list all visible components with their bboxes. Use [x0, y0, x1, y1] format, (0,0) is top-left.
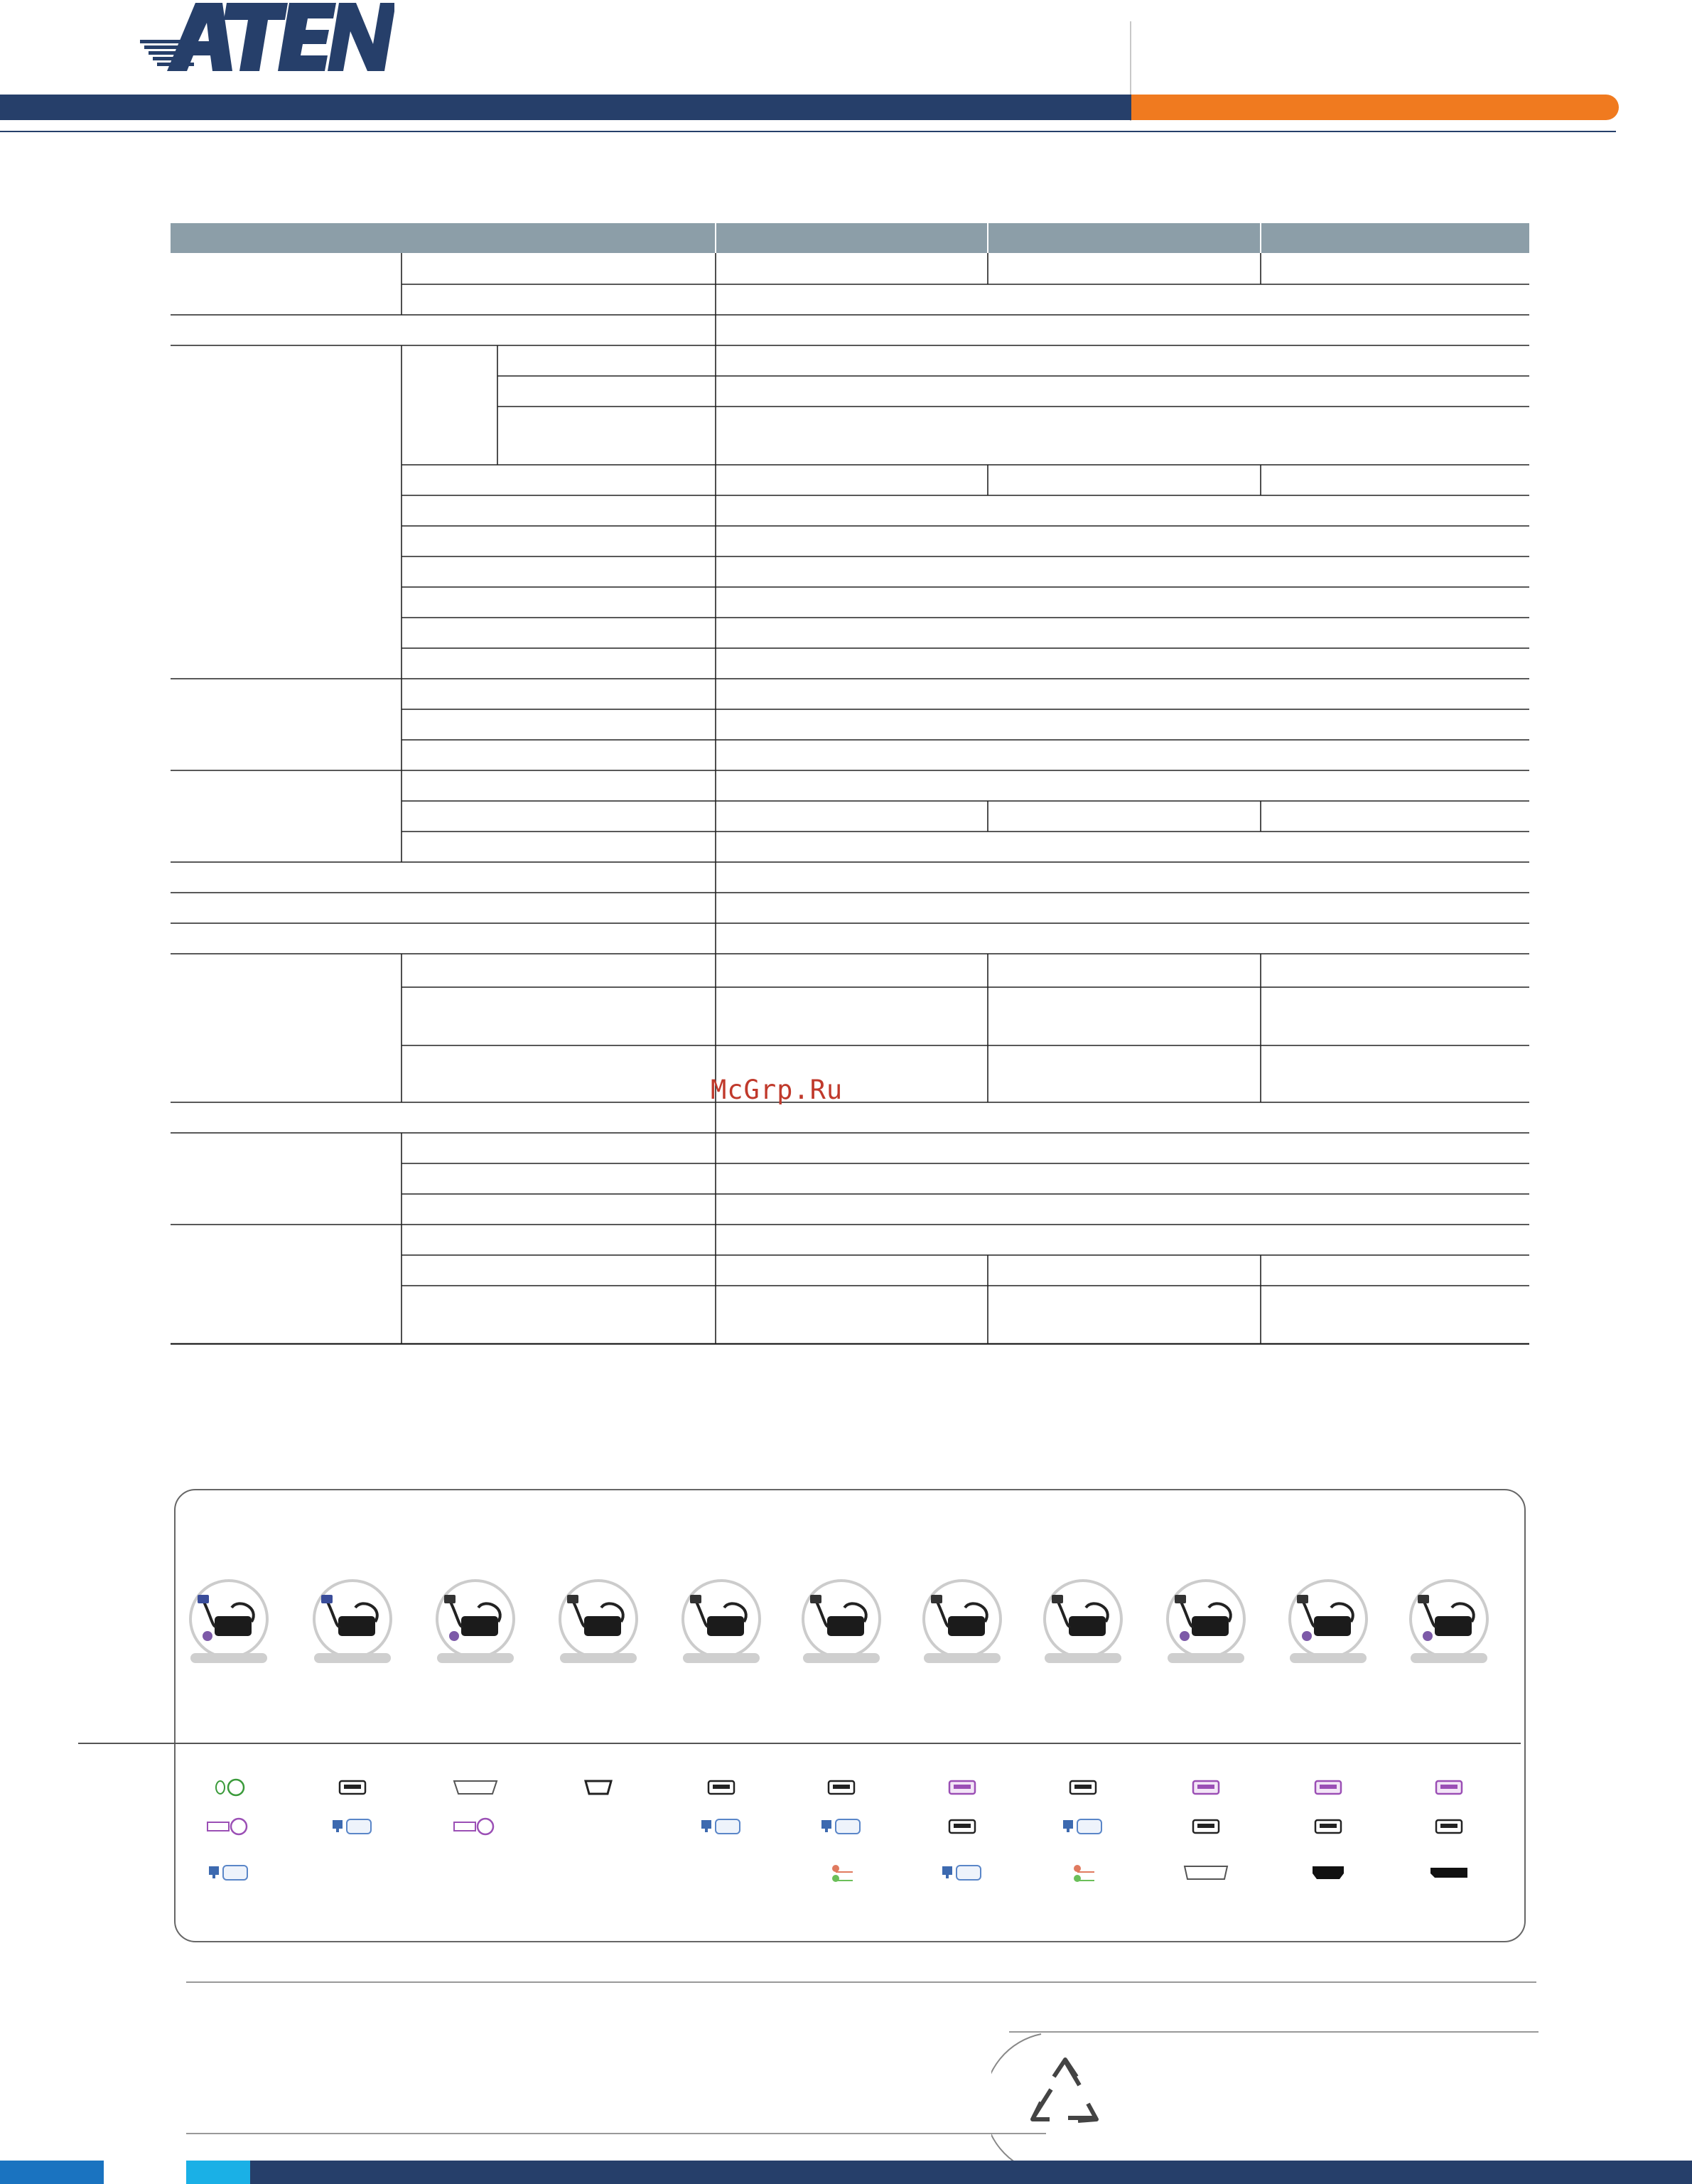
header-band-orange [1131, 95, 1619, 120]
audio-jack-icon [1060, 1862, 1106, 1883]
watermark: McGrp.Ru [711, 1075, 844, 1105]
header-rule [0, 131, 1616, 132]
usb-a-icon [699, 1777, 744, 1798]
db25-parallel-icon [453, 1777, 498, 1798]
kvm-adapter-image [436, 1579, 515, 1666]
vga-monitor-icon [819, 1816, 864, 1837]
spec-table [171, 223, 1529, 1345]
usb-a-icon [1183, 1816, 1229, 1837]
footer-bar-blue [0, 2161, 104, 2184]
usb-a-icon [819, 1777, 864, 1798]
usb-a-icon [1426, 1816, 1472, 1837]
vga-monitor-icon [1060, 1816, 1106, 1837]
displayport-icon [1426, 1862, 1472, 1883]
dvi-icon [1183, 1862, 1229, 1883]
kvm-adapter-image [1043, 1579, 1123, 1666]
ps2-keyboard-icon [453, 1816, 498, 1837]
kvm-adapter-image [1409, 1579, 1489, 1666]
kvm-adapter-image [1288, 1579, 1368, 1666]
kvm-adapter-image [802, 1579, 881, 1666]
footer-bar-navy [250, 2161, 1692, 2184]
footer-bar-cyan [186, 2161, 250, 2184]
recycle-icon [991, 2033, 1141, 2182]
kvm-adapter-image [189, 1579, 269, 1666]
header-band-blue [0, 95, 1131, 120]
usb-purple-icon [1183, 1777, 1229, 1798]
vga-monitor-icon [699, 1816, 744, 1837]
footer-rule-top [186, 1981, 1536, 1983]
usb-purple-icon [1426, 1777, 1472, 1798]
vga-monitor-icon [206, 1862, 252, 1883]
panel-divider [78, 1743, 1521, 1744]
kvm-adapter-image [681, 1579, 761, 1666]
usb-purple-icon [1305, 1777, 1351, 1798]
vga-monitor-icon [330, 1816, 375, 1837]
kvm-adapter-image [1166, 1579, 1246, 1666]
db9-serial-icon [576, 1777, 621, 1798]
audio-jack-icon [819, 1862, 864, 1883]
usb-a-icon [1060, 1777, 1106, 1798]
aten-logo [139, 0, 394, 74]
usb-purple-icon [939, 1777, 985, 1798]
kvm-adapter-image [559, 1579, 638, 1666]
usb-a-icon [939, 1816, 985, 1837]
ps2-keyboard-icon [206, 1816, 252, 1837]
ps2-mouse-icon [206, 1777, 252, 1798]
vga-monitor-icon [939, 1862, 985, 1883]
hdmi-icon [1305, 1862, 1351, 1883]
footer-rule-bottom [186, 2133, 1046, 2134]
usb-a-icon [330, 1777, 375, 1798]
kvm-adapter-image [922, 1579, 1002, 1666]
usb-a-icon [1305, 1816, 1351, 1837]
kvm-adapter-image [313, 1579, 392, 1666]
